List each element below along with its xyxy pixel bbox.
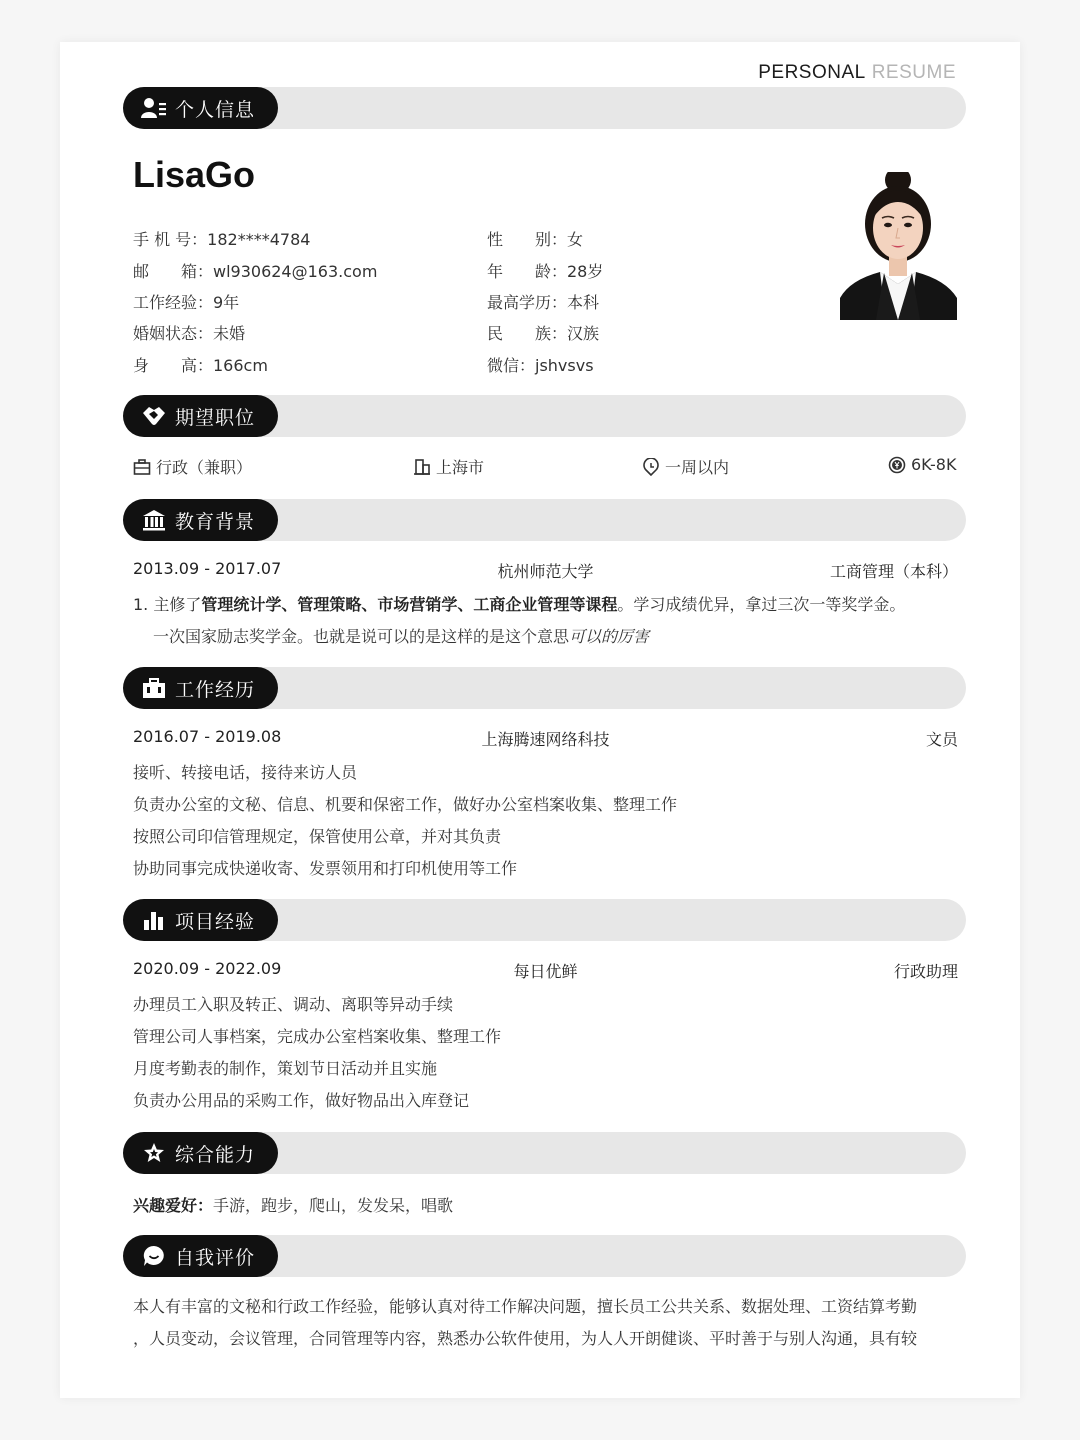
work-duty: 按照公司印信管理规定，保管使用公章，并对其负责 bbox=[133, 827, 502, 846]
job-availability bbox=[642, 455, 729, 478]
section-title-self: 自我评价 bbox=[175, 1246, 256, 1269]
self-evaluation-line: 本人有丰富的文秘和行政工作经验，能够认真对待工作解决问题，擅长员工公共关系、数据处理、工资结算考勤 bbox=[133, 1297, 918, 1316]
school-icon bbox=[141, 507, 167, 533]
work-period: 2016.07 - 2019.08 bbox=[133, 727, 282, 746]
star-badge-icon bbox=[141, 1140, 167, 1166]
education-detail-text: 一次国家励志奖学金。也就是说可以的是这样的是这个意思 bbox=[153, 627, 570, 646]
job-city bbox=[413, 455, 484, 478]
job-position-text: 行政（兼职） bbox=[156, 458, 253, 477]
project-title: 行政助理 bbox=[893, 962, 958, 981]
section-header-project bbox=[123, 899, 966, 941]
job-salary-text: 6K-8K bbox=[911, 455, 957, 474]
education-detail-italic: 可以的厉害 bbox=[569, 627, 650, 646]
section-title-skills: 综合能力 bbox=[175, 1143, 256, 1166]
info-wechat: 微信：jshvsvs bbox=[487, 356, 594, 375]
section-header-job bbox=[123, 395, 966, 437]
education-period: 2013.09 - 2017.07 bbox=[133, 559, 282, 578]
education-detail-line-2 bbox=[153, 624, 649, 647]
job-city-text: 上海市 bbox=[436, 458, 485, 477]
project-duty: 办理员工入职及转正、调动、离职等异动手续 bbox=[133, 995, 454, 1014]
section-header-personal bbox=[123, 87, 966, 129]
section-header-skills bbox=[123, 1132, 966, 1174]
skills-label: 兴趣爱好： bbox=[133, 1196, 214, 1215]
section-title-education: 教育背景 bbox=[175, 510, 256, 533]
briefcase-icon bbox=[141, 675, 167, 701]
section-header-work bbox=[123, 667, 966, 709]
brand-heading bbox=[758, 62, 956, 84]
section-pill bbox=[123, 1132, 278, 1174]
info-experience: 工作经验：9年 bbox=[133, 293, 240, 312]
section-pill bbox=[123, 499, 278, 541]
info-gender: 性 别：女 bbox=[487, 230, 584, 249]
work-duty: 负责办公室的文秘、信息、机要和保密工作，做好办公室档案收集、整理工作 bbox=[133, 795, 678, 814]
work-summary-row bbox=[133, 727, 958, 751]
info-marital: 婚姻状态：未婚 bbox=[133, 324, 246, 343]
section-header-self bbox=[123, 1235, 966, 1277]
job-availability-text: 一周以内 bbox=[665, 458, 730, 477]
chat-bubble-icon bbox=[141, 1243, 167, 1269]
project-duty: 负责办公用品的采购工作，做好物品出入库登记 bbox=[133, 1091, 470, 1110]
education-courses: 管理统计学、管理策略、市场营销学、工商企业管理等课程 bbox=[201, 595, 618, 614]
profile-photo bbox=[840, 172, 957, 320]
project-company: 每日优鲜 bbox=[513, 962, 578, 981]
education-school: 杭州师范大学 bbox=[497, 562, 594, 581]
skills-hobbies bbox=[133, 1193, 453, 1216]
handshake-icon bbox=[141, 403, 167, 429]
info-ethnicity: 民 族：汉族 bbox=[487, 324, 600, 343]
user-card-icon bbox=[141, 95, 167, 121]
skills-value: 手游，跑步，爬山，发发呆，唱歌 bbox=[213, 1196, 454, 1215]
education-summary-row bbox=[133, 559, 958, 583]
project-duty: 管理公司人事档案，完成办公室档案收集、整理工作 bbox=[133, 1027, 502, 1046]
info-degree: 最高学历：本科 bbox=[487, 293, 600, 312]
work-duty: 协助同事完成快递收寄、发票领用和打印机使用等工作 bbox=[133, 859, 518, 878]
info-email: 邮 箱：wl930624@163.com bbox=[133, 262, 378, 281]
section-pill bbox=[123, 87, 278, 129]
project-period: 2020.09 - 2022.09 bbox=[133, 959, 282, 978]
section-pill bbox=[123, 395, 278, 437]
section-header-education bbox=[123, 499, 966, 541]
brand-word-resume: RESUME bbox=[871, 62, 956, 83]
section-title-project: 项目经验 bbox=[175, 910, 256, 933]
section-pill bbox=[123, 1235, 278, 1277]
brand-word-personal: PERSONAL bbox=[758, 62, 866, 83]
info-age: 年 龄：28岁 bbox=[487, 262, 604, 281]
briefcase-icon bbox=[133, 458, 151, 476]
self-evaluation-line: ，人员变动，会议管理，合同管理等内容，熟悉办公软件使用，为人人开朗健谈、平时善于与别人沟通，具有较 bbox=[133, 1329, 918, 1348]
project-duty: 月度考勤表的制作，策划节日活动并且实施 bbox=[133, 1059, 438, 1078]
section-title-job: 期望职位 bbox=[175, 406, 256, 429]
education-detail-suffix: 。学习成绩优异，拿过三次一等奖学金。 bbox=[617, 595, 906, 614]
building-icon bbox=[413, 458, 431, 476]
resume-page bbox=[60, 42, 1020, 1398]
section-pill bbox=[123, 667, 278, 709]
work-duty: 接听、转接电话，接待来访人员 bbox=[133, 763, 358, 782]
education-detail-prefix: 1. 主修了 bbox=[133, 595, 202, 614]
section-pill bbox=[123, 899, 278, 941]
yen-coin-icon bbox=[888, 456, 906, 474]
education-major: 工商管理（本科） bbox=[829, 562, 958, 581]
section-title-personal: 个人信息 bbox=[175, 98, 256, 121]
clock-pin-icon bbox=[642, 458, 660, 476]
section-title-work: 工作经历 bbox=[175, 678, 256, 701]
info-height: 身 高：166cm bbox=[133, 356, 268, 375]
project-summary-row bbox=[133, 959, 958, 983]
job-salary bbox=[888, 455, 956, 474]
info-phone: 手 机 号：182****4784 bbox=[133, 230, 311, 249]
job-position bbox=[133, 455, 252, 478]
bar-chart-icon bbox=[141, 907, 167, 933]
education-detail-line-1 bbox=[133, 592, 905, 615]
work-company: 上海腾速网络科技 bbox=[481, 730, 610, 749]
work-title: 文员 bbox=[925, 730, 958, 749]
candidate-name: LisaGo bbox=[133, 154, 256, 195]
